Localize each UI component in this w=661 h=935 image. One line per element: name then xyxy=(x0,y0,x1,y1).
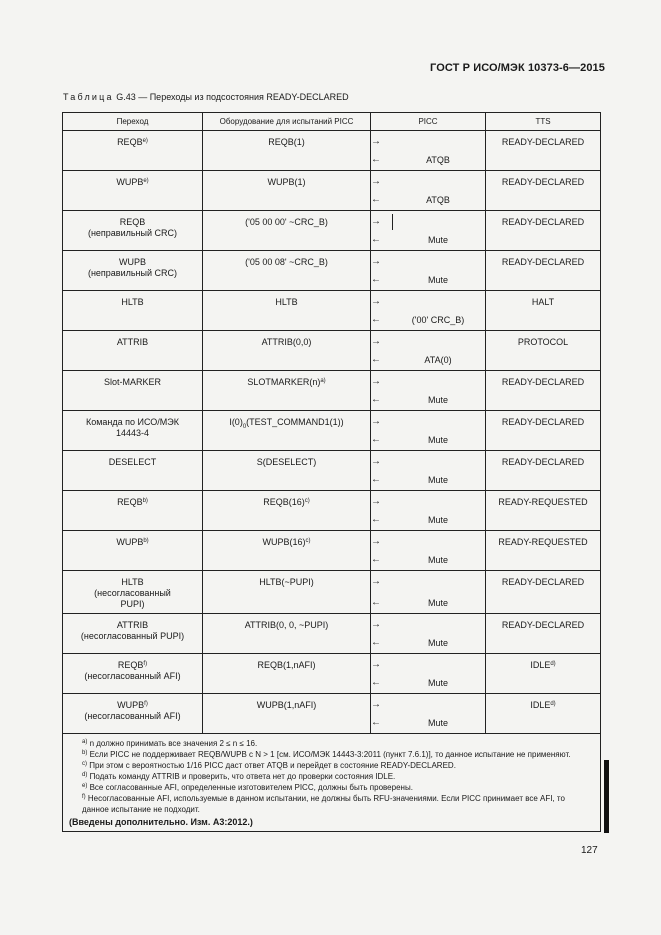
footnote xyxy=(69,782,594,793)
footnote-marker: a) xyxy=(82,739,88,745)
test-equipment-cell xyxy=(203,251,371,291)
picc-cell xyxy=(371,291,486,331)
transition-name: WUPB xyxy=(117,700,145,710)
table-row xyxy=(63,251,601,291)
table-row xyxy=(63,531,601,571)
table-row xyxy=(63,171,601,211)
picc-response: Mute xyxy=(427,275,448,285)
tts-state: READY-DECLARED xyxy=(501,137,585,147)
transition-cell xyxy=(63,654,203,694)
footnote-marker: f) xyxy=(82,794,86,800)
table-caption-text: G.43 — Переходы из подсостояния READY-DECLARED xyxy=(113,92,349,102)
arrow-left-icon: ← xyxy=(371,514,381,525)
table-header-row xyxy=(63,113,601,131)
picc-response: Mute xyxy=(427,598,448,608)
command-text: REQB(16) xyxy=(263,497,305,507)
transition-name: HLTB xyxy=(121,577,144,587)
picc-cell xyxy=(371,211,486,251)
transition-footnote-marker: e) xyxy=(142,138,148,144)
command-text: HLTB xyxy=(275,297,298,307)
tts-cell xyxy=(486,694,601,734)
command-text: WUPB(1) xyxy=(267,177,306,187)
transition-footnote-marker: e) xyxy=(143,178,149,184)
test-equipment-cell xyxy=(203,131,371,171)
footnotes-row xyxy=(63,734,601,832)
tts-cell xyxy=(486,491,601,531)
tts-cell xyxy=(486,131,601,171)
transition-cell xyxy=(63,571,203,614)
table-row xyxy=(63,331,601,371)
table-row xyxy=(63,614,601,654)
picc-cell xyxy=(371,531,486,571)
column-header-tts: TTS xyxy=(486,113,601,131)
tts-cell xyxy=(486,571,601,614)
picc-response: ATA(0) xyxy=(424,355,452,365)
picc-cell xyxy=(371,251,486,291)
transition-footnote-marker: b) xyxy=(143,538,149,544)
arrow-left-icon: ← xyxy=(371,597,381,608)
footnotes-cell xyxy=(63,734,601,832)
arrow-left-icon: ← xyxy=(371,314,381,325)
amendment-note: (Введены дополнительно. Изм. А3:2012.) xyxy=(69,817,253,827)
arrow-left-icon: ← xyxy=(371,274,381,285)
picc-response: Mute xyxy=(427,395,448,405)
transition-detail-cont: PUPI) xyxy=(120,599,145,609)
transition-footnote-marker: b) xyxy=(142,498,148,504)
picc-response: Mute xyxy=(427,638,448,648)
footnote xyxy=(69,760,594,771)
table-row xyxy=(63,694,601,734)
tts-state: READY-REQUESTED xyxy=(498,497,588,507)
transition-name: Slot-MARKER xyxy=(103,377,161,387)
table-row xyxy=(63,491,601,531)
test-equipment-cell xyxy=(203,451,371,491)
arrow-right-icon: → xyxy=(371,659,381,670)
footnote-marker: b) xyxy=(82,750,88,756)
footnote xyxy=(69,793,594,815)
test-equipment-cell xyxy=(203,291,371,331)
tts-state: HALT xyxy=(531,297,555,307)
footnote xyxy=(69,738,594,749)
state-footnote-marker: d) xyxy=(550,661,556,667)
transition-detail: 14443-4 xyxy=(115,428,150,438)
test-equipment-cell xyxy=(203,694,371,734)
column-header-picc: PICC xyxy=(371,113,486,131)
tts-cell xyxy=(486,614,601,654)
test-equipment-cell xyxy=(203,654,371,694)
picc-cell xyxy=(371,654,486,694)
command-footnote-marker: a) xyxy=(320,378,326,384)
test-equipment-cell xyxy=(203,571,371,614)
footnote-text: При этом с вероятностью 1/16 PICC даст ответ ATQB и перейдет в состояние READY-DECLARED. xyxy=(87,761,456,770)
arrow-left-icon: ← xyxy=(371,354,381,365)
transition-name: REQB xyxy=(119,217,146,227)
footnote-text: Подать команду ATTRIB и проверить, что ответа нет до проверки состояния IDLE. xyxy=(87,772,396,781)
command-footnote-marker: c) xyxy=(304,498,310,504)
picc-response: Mute xyxy=(427,435,448,445)
transition-name: REQB xyxy=(117,660,144,670)
transition-cell xyxy=(63,531,203,571)
command-text: I(0) xyxy=(229,417,243,427)
column-header-transition: Переход xyxy=(63,113,203,131)
tts-cell xyxy=(486,331,601,371)
table-row xyxy=(63,211,601,251)
picc-response: Mute xyxy=(427,475,448,485)
picc-response: Mute xyxy=(427,678,448,688)
transition-cell xyxy=(63,694,203,734)
tts-cell xyxy=(486,251,601,291)
command-text: REQB(1) xyxy=(268,137,305,147)
tts-state: READY-DECLARED xyxy=(501,620,585,630)
command-text-cont: (TEST_COMMAND1(1)) xyxy=(246,417,344,427)
picc-cell xyxy=(371,571,486,614)
tts-state: READY-REQUESTED xyxy=(498,537,588,547)
picc-response: ATQB xyxy=(426,155,450,165)
arrow-left-icon: ← xyxy=(371,434,381,445)
arrow-right-icon: → xyxy=(371,336,381,347)
tts-state: PROTOCOL xyxy=(517,337,569,347)
state-footnote-marker: d) xyxy=(550,701,556,707)
tts-cell xyxy=(486,211,601,251)
picc-response: Mute xyxy=(427,555,448,565)
command-subscript: 0 xyxy=(242,423,247,430)
command-text: S(DESELECT) xyxy=(256,457,317,467)
table-caption xyxy=(63,92,349,102)
tts-cell xyxy=(486,654,601,694)
cursor-mark xyxy=(392,214,393,230)
table-row xyxy=(63,291,601,331)
test-equipment-cell xyxy=(203,614,371,654)
arrow-left-icon: ← xyxy=(371,394,381,405)
transition-name: REQB xyxy=(117,137,143,147)
footnote-text: Несогласованные AFI, используемые в данном испытании, не должны быть RFU-значениями. Если PICC принимает все AFI, то данное испытание не подходит. xyxy=(82,794,565,814)
arrow-right-icon: → xyxy=(371,416,381,427)
command-text: HLTB(~PUPI) xyxy=(259,577,314,587)
change-marker-bar xyxy=(604,760,609,833)
page-number: 127 xyxy=(581,845,598,856)
footnote-text: Все согласованные AFI, определенные изготовителем PICC, должны быть проверены. xyxy=(87,783,413,792)
arrow-right-icon: → xyxy=(371,176,381,187)
transition-detail: (несогласованный AFI) xyxy=(84,671,181,681)
arrow-left-icon: ← xyxy=(371,554,381,565)
arrow-right-icon: → xyxy=(371,619,381,630)
footnote xyxy=(69,771,594,782)
transition-detail: (несогласованный xyxy=(94,588,171,598)
table-row xyxy=(63,451,601,491)
document-header: ГОСТ Р ИСО/МЭК 10373-6—2015 xyxy=(430,62,605,74)
tts-state: READY-DECLARED xyxy=(501,457,585,467)
table-row xyxy=(63,371,601,411)
test-equipment-cell xyxy=(203,171,371,211)
picc-response: Mute xyxy=(427,235,448,245)
transition-name: WUPB xyxy=(116,177,144,187)
arrow-right-icon: → xyxy=(371,216,381,227)
transition-cell xyxy=(63,411,203,451)
command-text: ATTRIB(0,0) xyxy=(261,337,312,347)
transition-footnote-marker: f) xyxy=(144,701,148,707)
arrow-right-icon: → xyxy=(371,296,381,307)
transition-cell xyxy=(63,371,203,411)
transition-cell xyxy=(63,171,203,211)
transition-detail: (несогласованный PUPI) xyxy=(80,631,185,641)
footnote xyxy=(69,749,594,760)
arrow-left-icon: ← xyxy=(371,637,381,648)
tts-cell xyxy=(486,291,601,331)
command-text: ATTRIB(0, 0, ~PUPI) xyxy=(244,620,329,630)
tts-state: READY-DECLARED xyxy=(501,417,585,427)
table-row xyxy=(63,131,601,171)
tts-cell xyxy=(486,451,601,491)
transition-cell xyxy=(63,251,203,291)
table-row xyxy=(63,654,601,694)
transition-name: DESELECT xyxy=(108,457,157,467)
tts-state: READY-DECLARED xyxy=(501,257,585,267)
transition-detail: (неправильный CRC) xyxy=(87,268,178,278)
arrow-left-icon: ← xyxy=(371,717,381,728)
test-equipment-cell xyxy=(203,491,371,531)
command-text: WUPB(16) xyxy=(262,537,306,547)
transition-name: ATTRIB xyxy=(116,620,149,630)
command-footnote-marker: c) xyxy=(305,538,311,544)
test-equipment-cell xyxy=(203,371,371,411)
command-text: ('05 00 08' ~CRC_B) xyxy=(245,257,328,267)
tts-state: IDLE xyxy=(530,700,551,710)
arrow-left-icon: ← xyxy=(371,677,381,688)
arrow-right-icon: → xyxy=(371,136,381,147)
command-text: ('05 00 00' ~CRC_B) xyxy=(245,217,328,227)
tts-cell xyxy=(486,411,601,451)
picc-cell xyxy=(371,371,486,411)
footnote-marker: c) xyxy=(82,761,87,767)
table-row xyxy=(63,571,601,614)
tts-state: READY-DECLARED xyxy=(501,217,585,227)
picc-cell xyxy=(371,411,486,451)
transitions-table xyxy=(62,112,601,832)
picc-cell xyxy=(371,694,486,734)
arrow-right-icon: → xyxy=(371,256,381,267)
arrow-right-icon: → xyxy=(371,496,381,507)
transition-detail: (неправильный CRC) xyxy=(87,228,178,238)
arrow-right-icon: → xyxy=(371,376,381,387)
command-text: REQB(1,nAFI) xyxy=(257,660,316,670)
footnote-marker: d) xyxy=(82,772,88,778)
transition-cell xyxy=(63,211,203,251)
tts-state: IDLE xyxy=(530,660,551,670)
tts-cell xyxy=(486,531,601,571)
picc-cell xyxy=(371,171,486,211)
footnote-text: Если PICC не поддерживает REQB/WUPB с N > 1 [см. ИСО/МЭК 14443-3:2011 (пункт 7.6.1)], то данное испытание не применяют. xyxy=(87,750,571,759)
arrow-right-icon: → xyxy=(371,576,381,587)
test-equipment-cell xyxy=(203,331,371,371)
picc-cell xyxy=(371,451,486,491)
picc-response: ATQB xyxy=(426,195,450,205)
arrow-left-icon: ← xyxy=(371,234,381,245)
transition-cell xyxy=(63,451,203,491)
picc-response: Mute xyxy=(427,515,448,525)
transition-name: WUPB xyxy=(116,537,144,547)
tts-cell xyxy=(486,371,601,411)
arrow-right-icon: → xyxy=(371,456,381,467)
footnote-text: n должно принимать все значения 2 ≤ n ≤ 16. xyxy=(87,739,258,748)
test-equipment-cell xyxy=(203,531,371,571)
arrow-left-icon: ← xyxy=(371,194,381,205)
transition-footnote-marker: f) xyxy=(143,661,148,667)
transition-name: WUPB xyxy=(119,257,146,267)
tts-state: READY-DECLARED xyxy=(501,577,585,587)
arrow-left-icon: ← xyxy=(371,474,381,485)
transition-name: HLTB xyxy=(121,297,144,307)
command-text: SLOTMARKER(n) xyxy=(247,377,321,387)
picc-cell xyxy=(371,614,486,654)
transition-cell xyxy=(63,614,203,654)
transition-name: Команда по ИСО/МЭК xyxy=(85,417,180,427)
transition-detail: (несогласованный AFI) xyxy=(84,711,181,721)
table-caption-prefix: Таблица xyxy=(63,92,114,102)
command-text: WUPB(1,nAFI) xyxy=(256,700,317,710)
arrow-right-icon: → xyxy=(371,699,381,710)
transition-cell xyxy=(63,291,203,331)
tts-state: READY-DECLARED xyxy=(501,377,585,387)
tts-cell xyxy=(486,171,601,211)
picc-cell xyxy=(371,331,486,371)
table-row xyxy=(63,411,601,451)
picc-response: Mute xyxy=(427,718,448,728)
picc-response: ('00' CRC_B) xyxy=(411,315,465,325)
transition-cell xyxy=(63,491,203,531)
picc-cell xyxy=(371,131,486,171)
tts-state: READY-DECLARED xyxy=(501,177,585,187)
test-equipment-cell xyxy=(203,411,371,451)
transition-name: REQB xyxy=(117,497,143,507)
picc-cell xyxy=(371,491,486,531)
arrow-left-icon: ← xyxy=(371,154,381,165)
arrow-right-icon: → xyxy=(371,536,381,547)
transition-cell xyxy=(63,331,203,371)
transition-cell xyxy=(63,131,203,171)
transition-name: ATTRIB xyxy=(116,337,149,347)
test-equipment-cell xyxy=(203,211,371,251)
footnote-marker: e) xyxy=(82,783,88,789)
column-header-test-equipment: Оборудование для испытаний PICC xyxy=(203,113,371,131)
